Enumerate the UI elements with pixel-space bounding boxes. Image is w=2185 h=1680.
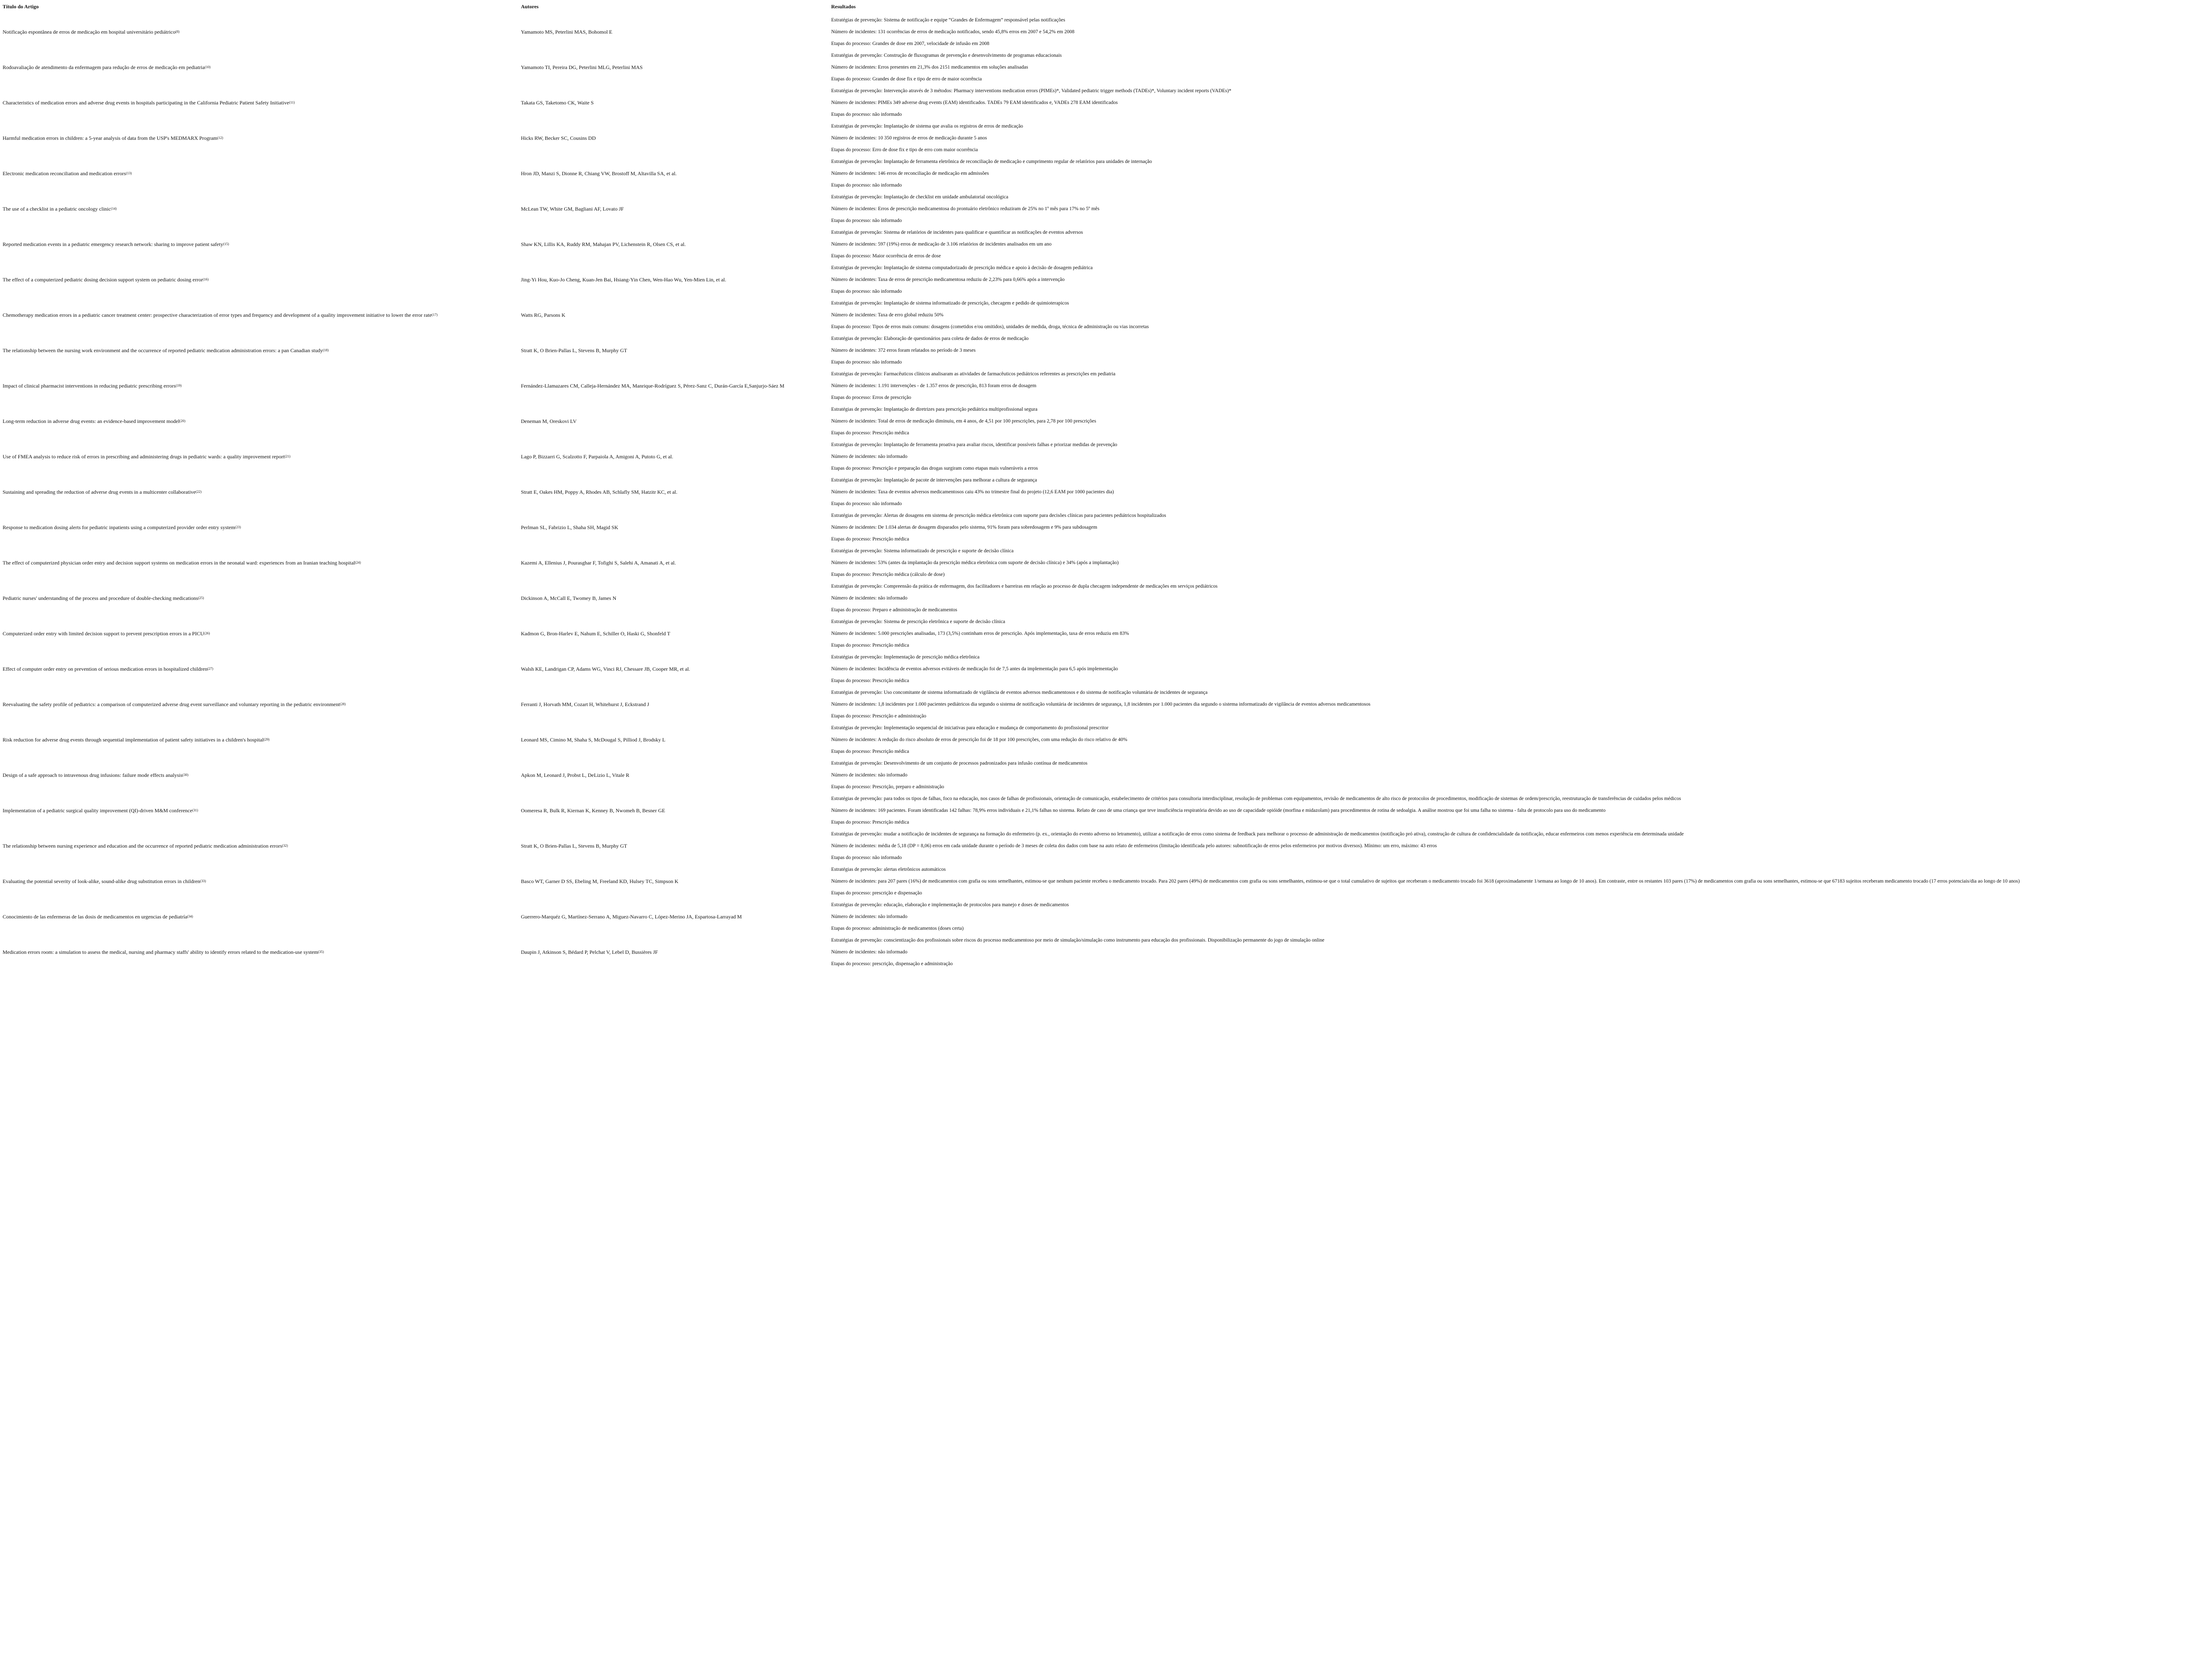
- authors-cell: Watts RG, Parsons K: [521, 312, 565, 318]
- result-line: Número de incidentes: 1,8 incidentes por 1.000 pacientes pediátricos dia segundo o sistema de notificação voluntária de incidentes de segurança, 1,8 incidentes por 1.000 pacientes dia segundo o sistema informatizado de vigilância de eventos adversos medicamentosos: [831, 701, 1370, 707]
- result-line: Etapas do processo: prescrição, dispensação e administração: [831, 961, 953, 966]
- result-line: Etapas do processo: não informado: [831, 359, 902, 365]
- result-line: Estratégias de prevenção: Implantação de sistema informatizado de prescrição, checagem e pedido de quimioterapicos: [831, 300, 1069, 306]
- article-title: Risk reduction for adverse drug events through sequential implementation of patient safety initiatives in a children's hospital: [3, 736, 264, 743]
- authors-cell: Stratt K, O Brien-Pallas L, Stevens B, Murphy GT: [521, 842, 627, 849]
- result-line: Estratégias de prevenção: Implantação de ferramenta proativa para avaliar riscos, identificar possíveis falhas e priorizar medidas de prevenção: [831, 442, 1117, 447]
- results-cell: [831, 580, 2185, 616]
- result-line: Etapas do processo: Prescrição médica: [831, 430, 909, 436]
- result-line: Número de incidentes: 53% (antes da implantação da prescrição médica eletrônica com suporte de decisão clínica) e 34% (após a implantação): [831, 560, 1119, 565]
- table-header-row: [3, 3, 2185, 14]
- authors-cell: Stratt E, Oakes HM, Poppy A, Rhodes AB, Schlafly SM, Hatzitr KC, et al.: [521, 488, 677, 495]
- table-row: [3, 828, 2185, 863]
- result-line: Número de incidentes: De 1.034 alertas de dosagem disparados pelo sistema, 91% foram para sobredosagem e 9% para subdosagem: [831, 524, 1097, 530]
- authors-cell: McLean TW, White GM, Bagliani AF, Lovato JF: [521, 205, 624, 212]
- results-cell: [831, 509, 2185, 545]
- article-title-cell: Harmful medication errors in children: a 5-year analysis of data from the USP's MEDMARX Program (12): [3, 135, 223, 141]
- authors-cell: Hron JD, Manzi S, Dionne R, Chiang VW, Brostoff M, Altavilla SA, et al.: [521, 170, 677, 177]
- table-row: [3, 439, 2185, 474]
- result-line: Estratégias de prevenção: alertas eletrônicos automáticos: [831, 866, 946, 872]
- header-results: Resultados: [831, 3, 856, 10]
- result-line: Número de incidentes: 10 350 registros de erros de medicação durante 5 anos: [831, 135, 987, 141]
- article-title: The effect of computerized physician order entry and decision support systems on medication errors in the neonatal ward: experiences from an Iranian teaching hospital: [3, 559, 355, 566]
- result-line: Etapas do processo: Preparo e administração de medicamentos: [831, 607, 957, 613]
- article-title: Reported medication events in a pediatric emergency research network: sharing to improve patient safety: [3, 241, 223, 247]
- result-line: Etapas do processo: Grandes de dose fix e tipo de erro de maior ocorrência: [831, 76, 982, 82]
- result-line: Etapas do processo: Maior ocorrência de erros de dose: [831, 253, 941, 259]
- table-row: [3, 14, 2185, 49]
- article-title-cell: Electronic medication reconciliation and medication errors (13): [3, 170, 132, 177]
- article-title: Impact of clinical pharmacist interventions in reducing pediatric prescribing errors: [3, 382, 176, 389]
- result-line: Etapas do processo: Prescrição e administração: [831, 713, 926, 719]
- table-row: [3, 616, 2185, 651]
- result-line: Etapas do processo: Prescrição e preparação das drogas surgiram como etapas mais vulneráveis a erros: [831, 465, 1038, 471]
- result-line: Número de incidentes: PIMEs 349 adverse drug events (EAM) identificados. TADEs 79 EAM identificados e, VADEs 278 EAM identificados: [831, 100, 1118, 105]
- table-row: [3, 120, 2185, 156]
- result-line: Etapas do processo: não informado: [831, 855, 902, 860]
- table-row: [3, 934, 2185, 970]
- article-title-cell: Chemotherapy medication errors in a pediatric cancer treatment center: prospective characterization of error types and frequency and development of a quality improvement initiative to lower the error rate (17): [3, 312, 438, 318]
- result-line: Número de incidentes: Incidência de eventos adversos evitáveis de medicação foi de 7,5 antes da implementação para 6,5 após implementação: [831, 666, 1118, 672]
- result-line: Número de incidentes: média de 5,18 (DP = 8,06) erros em cada unidade durante o período de 3 meses de coleta dos dados com base na auto relato de enfermeiros (limitação identificada pelo autores: subnotificação de erros pelos enfermeiros por motivos diversos). Mínimo: um erro, máximo: 43 erros: [831, 843, 1437, 849]
- result-line: Estratégias de prevenção: Implantação de sistema que avalia os registros de erros de medicação: [831, 123, 1023, 129]
- authors-cell: Oomeresa R, Bulk R, Kiernan K, Kenney B, Nwomeh B, Besner GE: [521, 807, 665, 814]
- result-line: Número de incidentes: Erros presentes em 21,3% dos 2151 medicamentos em soluções analisadas: [831, 64, 1028, 70]
- result-line: Etapas do processo: Prescrição médica: [831, 536, 909, 542]
- article-title-cell: The effect of a computerized pediatric dosing decision support system on pediatric dosing error (16): [3, 276, 209, 283]
- article-title: Electronic medication reconciliation and medication errors: [3, 170, 126, 177]
- authors-cell: Hicks RW, Becker SC, Cousins DD: [521, 135, 596, 141]
- article-title: Response to medication dosing alerts for pediatric inpatients using a computerized provider order entry system: [3, 524, 235, 530]
- result-line: Etapas do processo: Tipos de erros mais comuns: dosagens (cometidos e/ou omitidos), unidades de medida, droga, técnica de administração ou vias incorretas: [831, 324, 1149, 329]
- article-title-cell: Sustaining and spreading the reduction of adverse drug events in a multicenter collaborative (22): [3, 488, 202, 495]
- article-title-cell: Medication errors room: a simulation to assess the medical, nursing and pharmacy staffs' ability to identify errors related to the medication-use system (35): [3, 949, 324, 955]
- authors-cell: Guerrero-Marquéz G, Martínez-Serrano A, Miguez-Navarro C, López-Merino JA, Espartosa-Larrayad M: [521, 913, 742, 920]
- table-row: [3, 863, 2185, 899]
- table-row: [3, 793, 2185, 828]
- article-title-cell: Effect of computer order entry on prevention of serious medication errors in hospitalized children (27): [3, 665, 213, 672]
- article-title-cell: The use of a checklist in a pediatric oncology clinic (14): [3, 205, 117, 212]
- results-cell: [831, 333, 2185, 368]
- result-line: Etapas do processo: não informado: [831, 218, 902, 223]
- result-line: Etapas do processo: Prescrição médica: [831, 678, 909, 683]
- result-line: Número de incidentes: não informado: [831, 595, 908, 601]
- table-row: [3, 686, 2185, 722]
- result-line: Estratégias de prevenção: Implantação de checklist em unidade ambulatorial oncológica: [831, 194, 1009, 200]
- results-cell: [831, 616, 2185, 651]
- result-line: Número de incidentes: Taxa de eventos adversos medicamentosos caiu 43% no trimestre final do projeto (12,6 EAM por 1000 pacientes dia): [831, 489, 1114, 495]
- article-title: Sustaining and spreading the reduction of adverse drug events in a multicenter collaborative: [3, 488, 196, 495]
- result-line: Número de incidentes: Taxa de erro global reduziu 50%: [831, 312, 944, 318]
- authors-cell: Perlman SL, Fabrizio L, Shaha SH, Magid SK: [521, 524, 618, 530]
- table-row: [3, 333, 2185, 368]
- result-line: Estratégias de prevenção: Implantação de diretrizes para prescrição pediátrica multiprofissional segura: [831, 406, 1037, 412]
- result-line: Estratégias de prevenção: Farmacêuticos clínicos analisaram as atividades de farmacêuticos pediátricos referentes as prescrições em pediatria: [831, 371, 1116, 377]
- authors-cell: Apkon M, Leonard J, Probst L, DeLizio L, Vitale R: [521, 772, 630, 778]
- result-line: Etapas do processo: não informado: [831, 288, 902, 294]
- table-row: [3, 297, 2185, 333]
- authors-cell: Jing-Yi Hou, Kuo-Jo Cheng, Kuan-Jen Bai, Hsiang-Yin Chen, Wen-Hao Wu, Yen-Mien Lin, et al.: [521, 276, 726, 283]
- results-cell: [831, 899, 2185, 934]
- result-line: Estratégias de prevenção: Sistema de notificação e equipe “Grandes de Enfermagem” responsável pelas notificações: [831, 17, 1065, 23]
- result-line: Etapas do processo: Prescrição, preparo e administração: [831, 784, 944, 790]
- table-row: [3, 191, 2185, 226]
- article-title: Reevaluating the safety profile of pediatrics: a comparison of computerized adverse drug event surveillance and voluntary reporting in the pediatric environment: [3, 701, 340, 707]
- result-line: Estratégias de prevenção: Alertas de dosagens em sistema de prescrição médica eletrônica com suporte para decisões clínicas para pacientes pediátricos hospitalizados: [831, 513, 1166, 518]
- authors-cell: Stratt K, O Brien-Pallas L, Stevens B, Murphy GT: [521, 347, 627, 353]
- result-line: Etapas do processo: Prescrição médica: [831, 819, 909, 825]
- authors-cell: Deneman M, Oreskovi LV: [521, 418, 577, 424]
- article-title: Evaluating the potential severity of look-alike, sound-alike drug substitution errors in children: [3, 878, 200, 884]
- result-line: Estratégias de prevenção: Elaboração de questionários para coleta de dados de erros de medicação: [831, 336, 1029, 341]
- article-title: The effect of a computerized pediatric dosing decision support system on pediatric dosing error: [3, 276, 203, 283]
- result-line: Etapas do processo: Erros de prescrição: [831, 395, 911, 400]
- results-cell: [831, 191, 2185, 226]
- result-line: Estratégias de prevenção: Sistema de relatórios de incidentes para qualificar e quantificar as notificações de eventos adversos: [831, 229, 1083, 235]
- result-line: Etapas do processo: não informado: [831, 501, 902, 506]
- results-cell: [831, 686, 2185, 722]
- results-cell: [831, 403, 2185, 439]
- table-row: [3, 403, 2185, 439]
- result-line: Estratégias de prevenção: Implementação sequencial de iniciativas para educação e mudança de comportamento do profissional prescritor: [831, 725, 1109, 731]
- results-cell: [831, 828, 2185, 863]
- result-line: Estratégias de prevenção: Construção de fluxogramas de prevenção e desenvolvimento de programas educacionais: [831, 52, 1062, 58]
- table-row: [3, 156, 2185, 191]
- article-title: Rodoavaliação de atendimento da enfermagem para redução de erros de medicação em pediatria: [3, 64, 205, 70]
- results-cell: [831, 120, 2185, 156]
- result-line: Estratégias de prevenção: Desenvolvimento de um conjunto de processos padronizados para infusão contínua de medicamentos: [831, 760, 1088, 766]
- article-title-cell: Pediatric nurses' understanding of the process and procedure of double-checking medications (25): [3, 595, 204, 601]
- table-row: [3, 226, 2185, 262]
- article-title-cell: Conocimiento de las enfermeras de las dosis de medicamentos en urgencias de pediatría (34): [3, 913, 193, 920]
- articles-table: [3, 3, 2185, 970]
- results-cell: [831, 934, 2185, 970]
- article-title: Effect of computer order entry on prevention of serious medication errors in hospitalized children: [3, 665, 208, 672]
- result-line: Número de incidentes: 131 ocorrências de erros de medicação notificados, sendo 45,8% erros em 2007 e 54,2% em 2008: [831, 29, 1075, 35]
- article-title-cell: Reported medication events in a pediatric emergency research network: sharing to improve patient safety (15): [3, 241, 229, 247]
- authors-cell: Takata GS, Taketomo CK, Waite S: [521, 99, 594, 106]
- article-title: The use of a checklist in a pediatric oncology clinic: [3, 205, 111, 212]
- article-title-cell: The relationship between nursing experience and education and the occurrence of reported pediatric medication administration errors (32): [3, 842, 288, 849]
- result-line: Etapas do processo: não informado: [831, 182, 902, 188]
- result-line: Etapas do processo: Prescrição médica: [831, 642, 909, 648]
- table-body: [3, 14, 2185, 970]
- article-title: Harmful medication errors in children: a 5-year analysis of data from the USP's MEDMARX Program: [3, 135, 218, 141]
- results-cell: [831, 262, 2185, 297]
- results-cell: [831, 49, 2185, 85]
- results-cell: [831, 14, 2185, 49]
- result-line: Estratégias de prevenção: Uso concomitante de sistema informatizado de vigilância de eventos adversos medicamentosos e do sistema de notificação voluntária de incidentes de segurança: [831, 689, 1208, 695]
- result-line: Estratégias de prevenção: Implantação de pacote de intervenções para melhorar a cultura de segurança: [831, 477, 1037, 483]
- article-title: Conocimiento de las enfermeras de las dosis de medicamentos en urgencias de pediatría: [3, 913, 187, 920]
- results-cell: [831, 297, 2185, 333]
- article-title: Medication errors room: a simulation to assess the medical, nursing and pharmacy staffs' ability to identify errors related to the medication-use system: [3, 949, 318, 955]
- article-title: Use of FMEA analysis to reduce risk of errors in prescribing and administering drugs in pediatric wards: a quality improvement report: [3, 453, 285, 460]
- result-line: Número de incidentes: Erros de prescrição medicamentosa do prontuário eletrônico reduziram de 25% no 1º mês para 17% no 5º mês: [831, 206, 1099, 211]
- article-title-cell: Use of FMEA analysis to reduce risk of errors in prescribing and administering drugs in pediatric wards: a quality improvement report (21): [3, 453, 291, 460]
- table-row: [3, 580, 2185, 616]
- result-line: Número de incidentes: 146 erros de reconciliação de medicação em admissões: [831, 170, 989, 176]
- results-cell: [831, 156, 2185, 191]
- table-row: [3, 262, 2185, 297]
- article-title: Long-term reduction in adverse drug events: an evidence-based improvement model: [3, 418, 180, 424]
- article-title: Design of a safe approach to intravenous drug infusions: failure mode effects analysis: [3, 772, 183, 778]
- authors-cell: Dickinson A, McCall E, Twomey B, James N: [521, 595, 617, 601]
- authors-cell: Kadmon G, Bron-Harlev E, Nahum E, Schiller O, Haski G, Shonfeld T: [521, 630, 670, 637]
- result-line: Número de incidentes: não informado: [831, 949, 908, 955]
- article-title-cell: Design of a safe approach to intravenous drug infusions: failure mode effects analysis (30): [3, 772, 188, 778]
- article-title-cell: Response to medication dosing alerts for pediatric inpatients using a computerized provider order entry system (23): [3, 524, 241, 530]
- header-authors: Autores: [521, 3, 539, 10]
- result-line: Número de incidentes: não informado: [831, 914, 908, 919]
- table-row: [3, 509, 2185, 545]
- article-title-cell: Characteristics of medication errors and adverse drug events in hospitals participating in the California Pediatric Patient Safety Initiative (11): [3, 99, 295, 106]
- article-title-cell: The relationship between the nursing work environment and the occurrence of reported pediatric medication administration errors: a pan Canadian study (18): [3, 347, 329, 353]
- authors-cell: Shaw KN, Lillis KA, Ruddy RM, Mahajan PV, Lichenstein R, Olsen CS, et al.: [521, 241, 686, 247]
- results-cell: [831, 793, 2185, 828]
- result-line: Estratégias de prevenção: Compreensão da prática de enfermagem, dos facilitadores e barreiras em relação ao processo de dupla checagem independente de medicações em serviços pediátricos: [831, 583, 1218, 589]
- results-cell: [831, 722, 2185, 757]
- result-line: Número de incidentes: 5.000 prescrições analisadas, 173 (3,5%) continham erros de prescrição. Após implementação, taxa de erros reduziu em 83%: [831, 630, 1129, 636]
- result-line: Estratégias de prevenção: para todos os tipos de falhas, foco na educação, nos casos de falhas de profissionais, orientação de comunicação, estabelecimento de critérios para consultoria interdisciplinar, resolução de problemas com equipamentos, revisão de medicamentos de alto risco de protocolos de procedimentos, modificação de sistemas de ordem/prescrição, reestruturação de transferências de cuidados pelos médicos: [831, 796, 1681, 801]
- results-cell: [831, 651, 2185, 686]
- result-line: Etapas do processo: prescrição e dispensação: [831, 890, 922, 896]
- result-line: Estratégias de prevenção: Sistema de prescrição eletrônica e suporte de decisão clínica: [831, 619, 1006, 624]
- results-cell: [831, 368, 2185, 403]
- authors-cell: Yamamoto MS, Peterlini MAS, Bohomol E: [521, 28, 613, 35]
- article-title-cell: Reevaluating the safety profile of pediatrics: a comparison of computerized adverse drug event surveillance and voluntary reporting in the pediatric environment (28): [3, 701, 346, 707]
- article-title: Characteristics of medication errors and adverse drug events in hospitals participating in the California Pediatric Patient Safety Initiative: [3, 99, 289, 106]
- article-title-cell: Computerized order entry with limited decision support to prevent prescription errors in a PICU (26): [3, 630, 210, 637]
- authors-cell: Daupin J, Atkinson S, Bédard P, Pelchat V, Lebel D, Bussières JF: [521, 949, 658, 955]
- result-line: Número de incidentes: não informado: [831, 454, 908, 459]
- authors-cell: Basco WT, Garner D SS, Ebeling M, Freeland KD, Hulsey TC, Simpson K: [521, 878, 679, 884]
- article-title-cell: Impact of clinical pharmacist interventions in reducing pediatric prescribing errors (19): [3, 382, 182, 389]
- result-line: Estratégias de prevenção: educação, elaboração e implementação de protocolos para manejo e doses de medicamentos: [831, 902, 1069, 908]
- result-line: Estratégias de prevenção: conscientização dos profissionais sobre riscos do processo medicamentoso por meio de simulação/simulação como instrumento para educação dos profissionais. Disponibilização permanente do jogo de simulação online: [831, 937, 1325, 943]
- results-cell: [831, 545, 2185, 580]
- article-title-cell: Implementation of a pediatric surgical quality improvement (QI)-driven M&M conference (31): [3, 807, 198, 814]
- authors-cell: Walsh KE, Landrigan CP, Adams WG, Vinci RJ, Chessare JB, Cooper MR, et al.: [521, 665, 690, 672]
- result-line: Número de incidentes: A redução do risco absoluto de erros de prescrição foi de 18 por 100 prescrições, com uma redução do risco relativo de 40%: [831, 737, 1127, 742]
- result-line: Estratégias de prevenção: mudar a notificação de incidentes de segurança na formação do enfermeiro (p. ex., orientação do evento adverso no letramento), utilizar a notificação de erros como sistema de feedback para melhorar o processo de administração de medicamentos (notificação pró ativa), construção de cultura de confidencialidade da notificação, educar enfermeiros com menos experiência em determinada unidade: [831, 831, 1684, 837]
- table-row: [3, 85, 2185, 120]
- article-title: The relationship between nursing experience and education and the occurrence of reported pediatric medication administration errors: [3, 842, 282, 849]
- table-row: [3, 757, 2185, 793]
- result-line: Etapas do processo: Prescrição médica: [831, 748, 909, 754]
- table-row: [3, 368, 2185, 403]
- results-cell: [831, 863, 2185, 899]
- results-cell: [831, 85, 2185, 120]
- header-title: Título do Artigo: [3, 3, 39, 10]
- article-title: Chemotherapy medication errors in a pediatric cancer treatment center: prospective characterization of error types and frequency and development of a quality improvement initiative to lower the error rate: [3, 312, 432, 318]
- results-cell: [831, 757, 2185, 793]
- table-row: [3, 651, 2185, 686]
- authors-cell: Lago P, Bizzarri G, Scalzotto F, Parpaiola A, Amigoni A, Putoto G, et al.: [521, 453, 673, 460]
- article-title: The relationship between the nursing work environment and the occurrence of reported pediatric medication administration errors: a pan Canadian study: [3, 347, 323, 353]
- authors-cell: Kazemi A, Ellenius J, Pourasghar F, Tofighi S, Salehi A, Amanati A, et al.: [521, 559, 676, 566]
- result-line: Estratégias de prevenção: Implantação de ferramenta eletrônica de reconciliação de medicação e cumprimento regular de relatórios para unidades de internação: [831, 159, 1152, 164]
- result-line: Estratégias de prevenção: Intervenção através de 3 métodos: Pharmacy interventions medication errors (PIMEs)*, Validated pediatric trigger methods (TADEs)*, Voluntary incident reports (VADEs)*: [831, 88, 1231, 94]
- article-title-cell: Notificação espontânea de erros de medicação em hospital universitário pediátrico (8): [3, 28, 180, 35]
- result-line: Estratégias de prevenção: Sistema informatizado de prescrição e suporte de decisão clínica: [831, 548, 1014, 554]
- result-line: Estratégias de prevenção: Implantação de sistema computadorizado de prescrição médica e apoio à decisão de dosagem pediátrica: [831, 265, 1093, 270]
- result-line: Número de incidentes: 169 pacientes. Foram identificadas 142 falhas: 78,9% erros individuais e 21,1% falhas no sistema. Relato de caso de uma criança que teve insuficiência respiratória devido ao uso de capacidade opióide (morfina e midazolam) para procedimentos de rotina de sedoalgia. A análise mostrou que foi uma falha no sistema - falta de protocolo para uso do medicamento: [831, 807, 1606, 813]
- result-line: Etapas do processo: não informado: [831, 111, 902, 117]
- table-row: [3, 545, 2185, 580]
- result-line: Número de incidentes: 597 (19%) erros de medicação de 3.106 relatórios de incidentes analisados em um ano: [831, 241, 1052, 247]
- authors-cell: Ferranti J, Horvath MM, Cozart H, Whitehurst J, Eckstrand J: [521, 701, 649, 707]
- result-line: Número de incidentes: Taxa de erros de prescrição medicamentosa reduziu de 2,23% para 0,66% após a intervenção: [831, 277, 1065, 282]
- result-line: Etapas do processo: Erro de dose fix e tipo de erro com maior ocorrência: [831, 147, 978, 152]
- result-line: Número de incidentes: 372 erros foram relatados no período de 3 meses: [831, 347, 976, 353]
- table-row: [3, 722, 2185, 757]
- article-title-cell: Rodoavaliação de atendimento da enfermagem para redução de erros de medicação em pediatria (10): [3, 64, 211, 70]
- article-title: Computerized order entry with limited decision support to prevent prescription errors in a PICU: [3, 630, 204, 637]
- article-title: Pediatric nurses' understanding of the process and procedure of double-checking medications: [3, 595, 198, 601]
- article-title-cell: Long-term reduction in adverse drug events: an evidence-based improvement model (20): [3, 418, 186, 424]
- result-line: Etapas do processo: administração de medicamentos (doses certa): [831, 925, 964, 931]
- authors-cell: Leonard MS, Cimino M, Shaha S, McDougal S, Pilliod J, Brodsky L: [521, 736, 666, 743]
- article-title: Implementation of a pediatric surgical quality improvement (QI)-driven M&M conference: [3, 807, 192, 814]
- table-row: [3, 474, 2185, 509]
- result-line: Etapas do processo: Grandes de dose em 2007, velocidade de infusão em 2008: [831, 41, 989, 46]
- result-line: Número de incidentes: não informado: [831, 772, 908, 778]
- result-line: Número de incidentes: 1.191 intervenções - de 1.357 erros de prescrição, 813 foram erros de dosagem: [831, 383, 1037, 388]
- results-cell: [831, 474, 2185, 509]
- article-title: Notificação espontânea de erros de medicação em hospital universitário pediátrico: [3, 28, 176, 35]
- table-row: [3, 49, 2185, 85]
- result-line: Número de incidentes: Total de erros de medicação diminuiu, em 4 anos, de 4,51 por 100 prescrições, para 2,78 por 100 prescrições: [831, 418, 1096, 424]
- authors-cell: Yamamoto TI, Pereira DG, Peterlini MLG, Peterlini MAS: [521, 64, 643, 70]
- authors-cell: Fernández-Llamazares CM, Calleja-Hernández MA, Manrique-Rodríguez S, Pérez-Sanz C, Durán-García E,Sanjurjo-Sáez M: [521, 382, 784, 389]
- results-cell: [831, 439, 2185, 474]
- article-title-cell: Risk reduction for adverse drug events through sequential implementation of patient safety initiatives in a children's hospital (29): [3, 736, 270, 743]
- article-title-cell: The effect of computerized physician order entry and decision support systems on medication errors in the neonatal ward: experiences from an Iranian teaching hospital (24): [3, 559, 361, 566]
- article-title-cell: Evaluating the potential severity of look-alike, sound-alike drug substitution errors in children (33): [3, 878, 206, 884]
- results-cell: [831, 226, 2185, 262]
- result-line: Etapas do processo: Prescrição médica (cálculo de dose): [831, 572, 945, 577]
- table-row: [3, 899, 2185, 934]
- result-line: Estratégias de prevenção: Implementação de prescrição médica eletrônica: [831, 654, 980, 660]
- result-line: Número de incidentes: para 207 pares (16%) de medicamentos com grafia ou sons semelhantes, estimou-se que nenhum paciente recebeu o medicamento trocado. Para 202 pares (49%) de medicamentos com grafia ou sons semelhantes, estimou-se que o total cumulativo de sujeitos que receberam o medicamento trocado foi 3618 (aproximadamente 1/semana ao longo de 10 anos). Em contraste, entre os restantes 103 pares (17%) de medicamentos com grafia ou sons semelhantes, estimou-se que 67183 sujeitos receberam medicamento trocado (17 erros potenciais/dia ao longo de 10 anos): [831, 878, 2020, 884]
